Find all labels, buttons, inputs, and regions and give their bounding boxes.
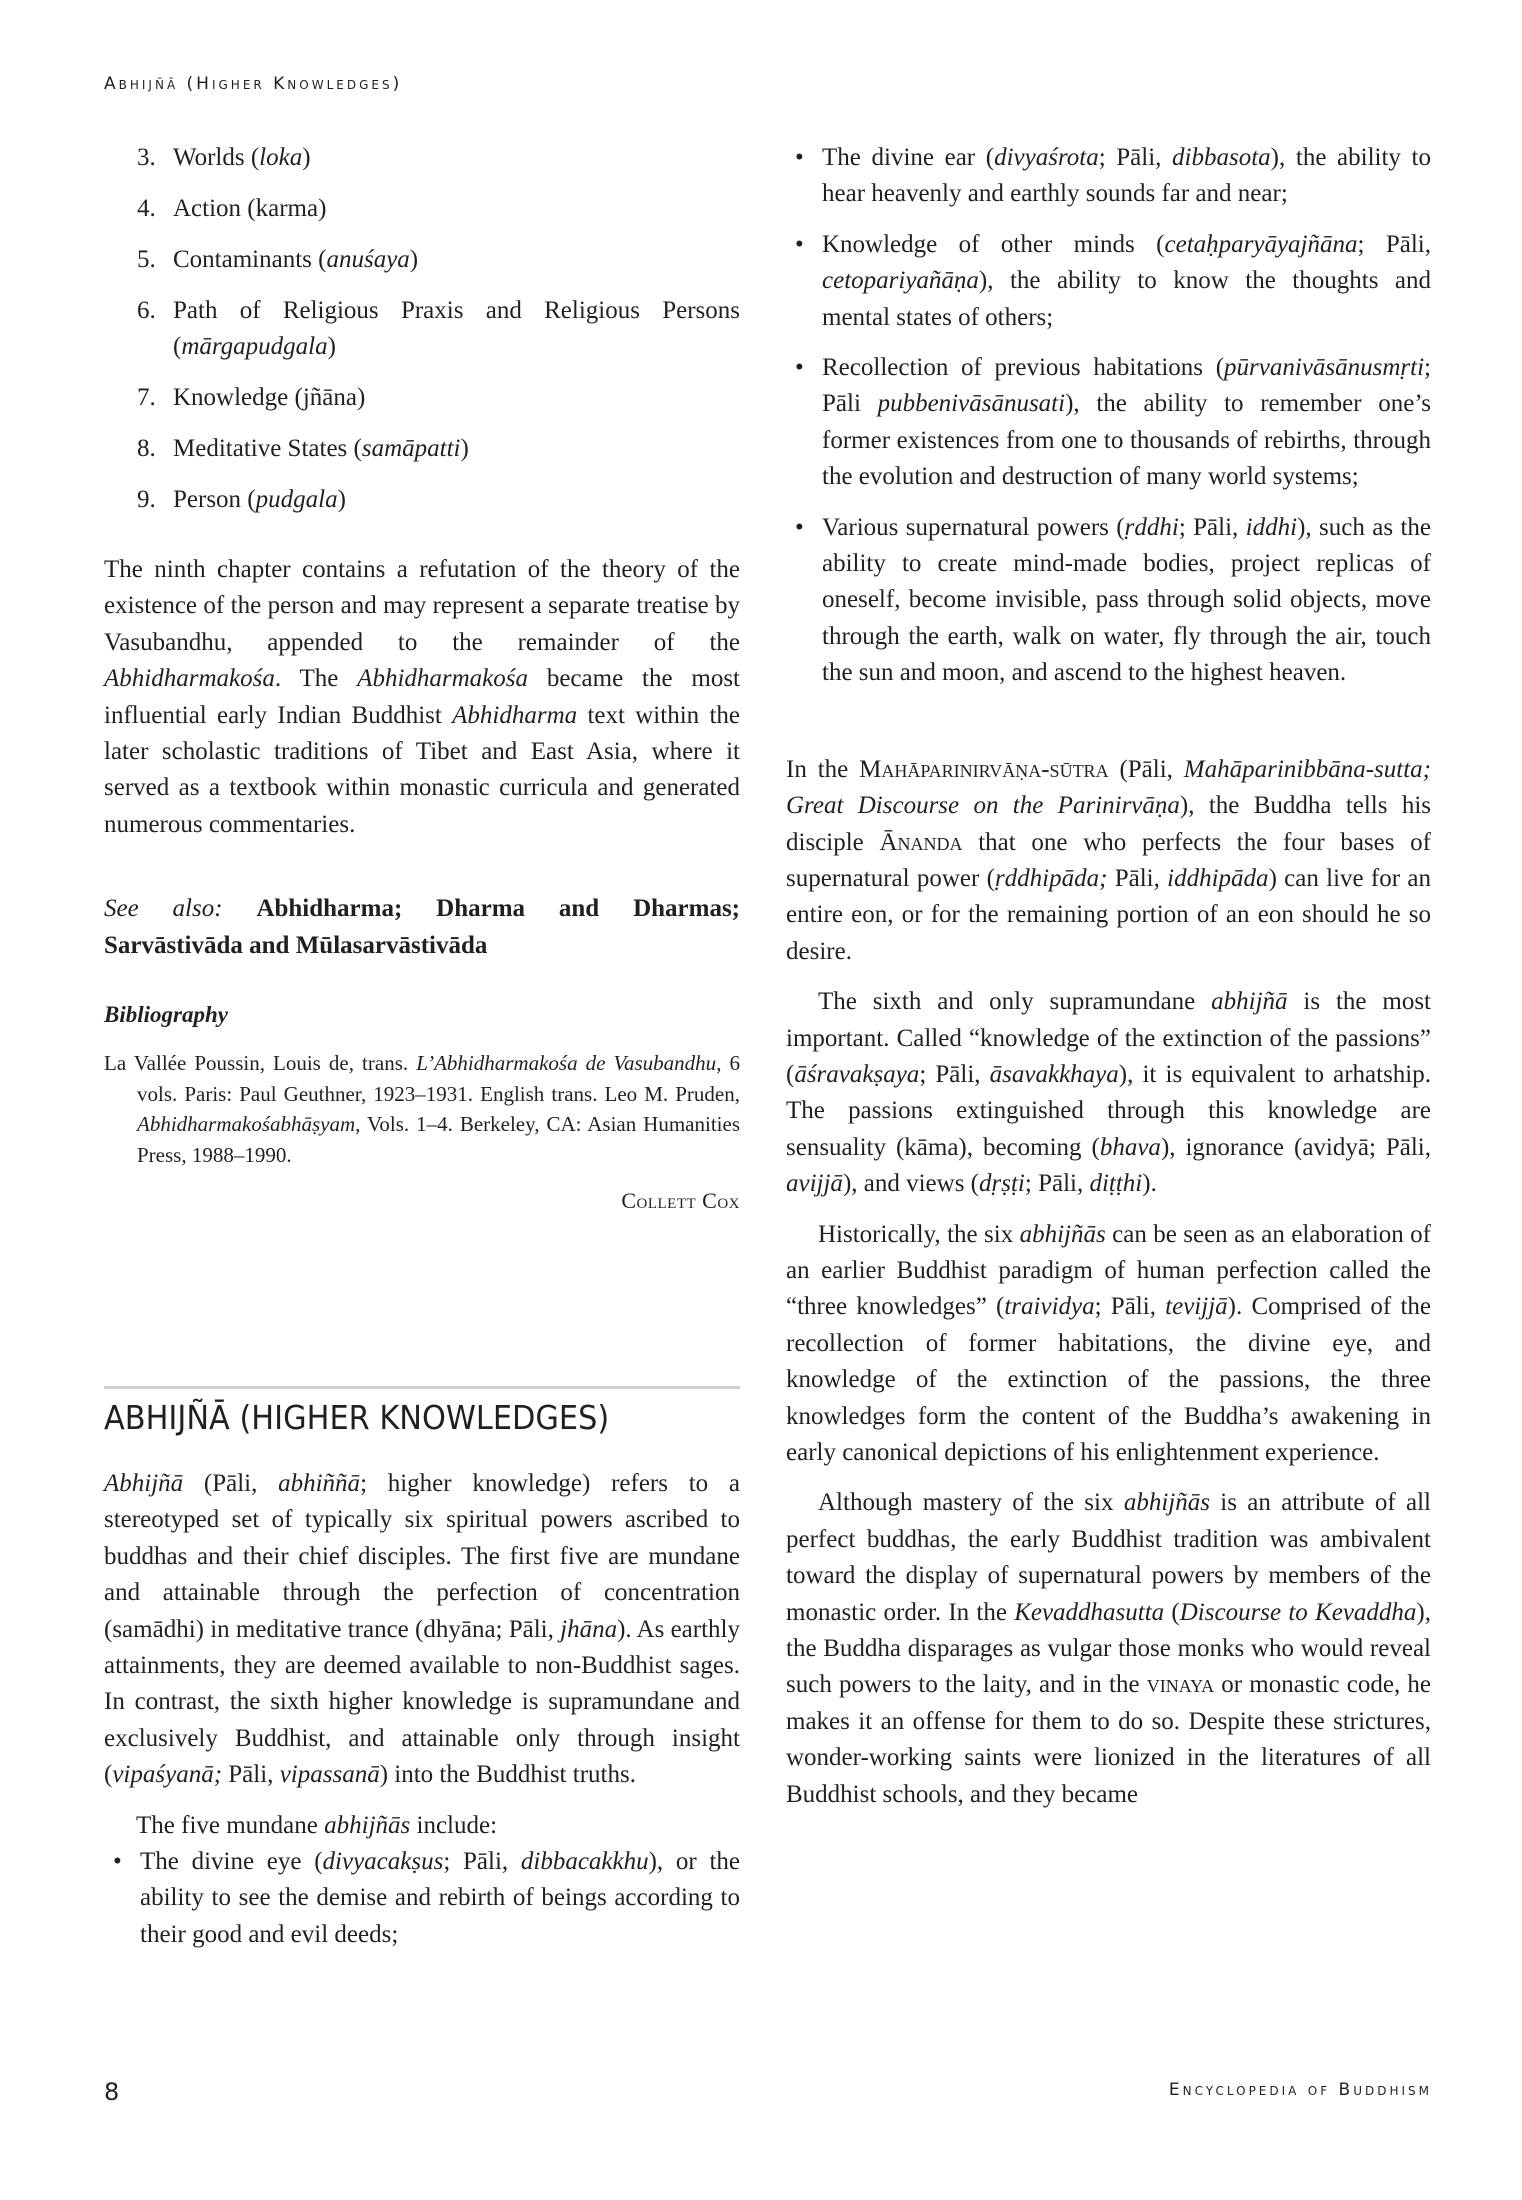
entry-title: ABHIJÑĀ (HIGHER KNOWLEDGES) bbox=[104, 1398, 610, 1437]
page-number: 8 bbox=[104, 2078, 120, 2106]
historically-paragraph: Historically, the six abhijñās can be seen as an elaboration of an earlier Buddhist paradigm of human perfection called the “three knowledges” (traividya; Pāli, tevijjā). Comprised of the recollection of former habitations, the divine eye, and knowledge of the extinction of the passions, the three knowledges form the content of the Buddha’s awakening in early canonical depictions of his enlightenment experience. bbox=[786, 1220, 1431, 1466]
five-mundane-intro: The five mundane abhijñās include: bbox=[136, 1811, 498, 1839]
see-also-links[interactable]: Abhidharma; Dharma and Dharmas; Sarvāstivāda and Mūlasarvāstivāda bbox=[104, 895, 741, 959]
cross-ref-ananda[interactable]: Ānanda bbox=[879, 828, 963, 856]
abhijna-item: • The divine ear (divyaśrota; Pāli, dibbasota), the ability to hear heavenly and earthly sounds far and near; bbox=[786, 140, 1431, 213]
bullet-icon: • bbox=[795, 230, 804, 258]
bibliography-heading: Bibliography bbox=[104, 1002, 228, 1028]
chapter-item: 7. Knowledge (jñāna) bbox=[137, 384, 366, 411]
abhijna-item: • Various supernatural powers (ṛddhi; Pāli, iddhi), such as the ability to create mind-made bodies, project replicas of oneself, become invisible, pass through solid objects, move through the earth, walk on water, fly through the air, touch the sun and moon, and ascend to the highest heaven. bbox=[786, 510, 1431, 692]
bullet-icon: • bbox=[795, 144, 804, 171]
abhijna-item: • The divine eye (divyacakṣus; Pāli, dibbacakkhu), or the ability to see the demise and rebirth of beings according to their good and evil deeds; bbox=[104, 1844, 740, 1953]
see-also-label: See also: bbox=[104, 895, 223, 923]
chapter-item: 9. Person (pudgala) bbox=[137, 486, 346, 513]
ninth-chapter-paragraph: The ninth chapter contains a refutation of the theory of the existence of the person and may represent a separate treatise by Vasubandhu, appended to the remainder of the Abhidharmakośa. The Abhidharmakośa became the most influential early Indian Buddhist Abhidharma text within the later scholastic traditions of Tibet and East Asia, where it served as a textbook within monastic curricula and generated numerous commentaries. bbox=[104, 556, 741, 838]
section-divider bbox=[104, 1386, 740, 1389]
abhijna-item: • Knowledge of other minds (cetaḥparyāyajñāna; Pāli, cetopariyañāṇa), the ability to know the thoughts and mental states of others; bbox=[786, 227, 1431, 336]
chapter-list bbox=[104, 140, 740, 518]
chapter-item: 6. Path of Religious Praxis and Religious Persons (mārgapudgala) bbox=[137, 297, 740, 360]
bullet-icon: • bbox=[795, 513, 804, 541]
chapter-item: 4. Action (karma) bbox=[137, 195, 327, 222]
book-title: Encyclopedia of Buddhism bbox=[1168, 2080, 1432, 2100]
cross-ref-mahaparinirvana-sutra[interactable]: Mahāparinirvāṇa-sūtra bbox=[859, 755, 1109, 783]
entry-left-column bbox=[104, 1466, 740, 1953]
cross-ref-vinaya[interactable]: vinaya bbox=[1146, 1671, 1215, 1699]
left-column bbox=[104, 140, 740, 1214]
running-head: Abhijñā (Higher Knowledges) bbox=[104, 74, 403, 94]
bibliography-entry: La Vallée Poussin, Louis de, trans. L’Abhidharmakośa de Vasubandhu, 6 vols. Paris: Paul Geuthner, 1923–1931. English trans. Leo M. Pruden, Abhidharmakośabhāṣyam, Vols. 1–4. Berkeley, CA: Asian Humanities Press, 1988–1990. bbox=[104, 1051, 740, 1167]
abhijna-list-part2 bbox=[786, 140, 1431, 692]
see-also bbox=[104, 891, 740, 964]
chapter-item: 5. Contaminants (anuśaya) bbox=[137, 246, 419, 273]
author-signature: Collett Cox bbox=[621, 1188, 740, 1214]
right-column bbox=[786, 140, 1431, 1813]
abhijna-list-part1 bbox=[104, 1844, 740, 1953]
bullet-icon: • bbox=[113, 1848, 122, 1876]
abhijna-item: • Recollection of previous habitations (pūrvanivāsānusmṛti; Pāli pubbenivāsānusati), the ability to remember one’s former existences from one to thousands of rebirths, through the evolution and destruction of many world systems; bbox=[786, 350, 1431, 496]
mahaparinirvana-paragraph: In the Mahāparinirvāṇa-sūtra (Pāli, Mahāparinibbāna-sutta; Great Discourse on the Parinirvāṇa), the Buddha tells his disciple Ānanda that one who perfects the four bases of supernatural power (ṛddhipāda; Pāli, iddhipāda) can live for an entire eon, or for the remaining portion of an eon should he so desire. bbox=[786, 755, 1432, 965]
chapter-item: 3. Worlds (loka) bbox=[137, 144, 311, 171]
intro-paragraph: Abhijñā (Pāli, abhiññā; higher knowledge) refers to a stereotyped set of typically six spiritual powers ascribed to buddhas and their chief disciples. The first five are mundane and attainable through the perfection of concentration (samādhi) in meditative trance (dhyāna; Pāli, jhāna). As earthly attainments, they are deemed available to non-Buddhist sages. In contrast, the sixth higher knowledge is supramundane and exclusively Buddhist, and attainable only through insight (vipaśyanā; Pāli, vipassanā) into the Buddhist truths. bbox=[104, 1470, 740, 1789]
although-paragraph: Although mastery of the six abhijñās is an attribute of all perfect buddhas, the early Buddhist tradition was ambivalent toward the display of supernatural powers by members of the monastic order. In the Kevaddhasutta (Discourse to Kevaddha), the Buddha disparages as vulgar those monks who would reveal such powers to the laity, and in the vinaya or monastic code, he makes it an offense for them to do so. Despite these strictures, wonder-working saints were lionized in the literatures of all Buddhist schools, and they became bbox=[786, 1489, 1432, 1808]
sixth-abhijna-paragraph: The sixth and only supramundane abhijñā is the most important. Called “knowledge of the extinction of the passions” (āśravakṣaya; Pāli, āsavakkhaya), it is equivalent to arhatship. The passions extinguished through this knowledge are sensuality (kāma), becoming (bhava), ignorance (avidyā; Pāli, avijjā), and views (dṛṣṭi; Pāli, diṭṭhi). bbox=[786, 988, 1432, 1198]
bullet-icon: • bbox=[795, 354, 804, 382]
chapter-item: 8. Meditative States (samāpatti) bbox=[137, 435, 469, 462]
